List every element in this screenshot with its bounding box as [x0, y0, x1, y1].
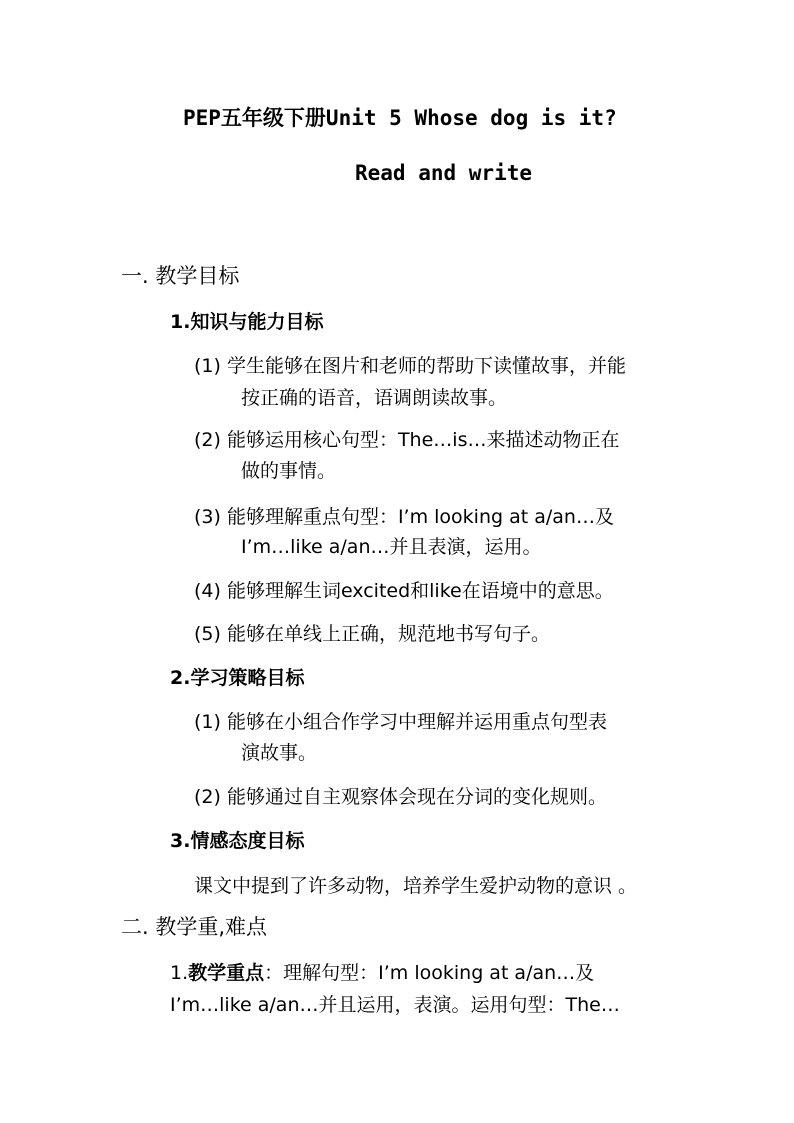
key-point-number: 1.: [170, 962, 189, 984]
objective-item-5: (5) 能够在单线上正确，规范地书写句子。: [194, 623, 550, 645]
objective-item-1-line1: (1) 学生能够在图片和老师的帮助下读懂故事，并能: [194, 355, 626, 377]
key-point-item-1-line2: I’m…like a/an…并且运用，表演。运用句型：The…: [170, 994, 620, 1016]
strategy-item-2: (2) 能够通过自主观察体会现在分词的变化规则。: [194, 786, 607, 808]
subsection-heading-strategy: 2.学习策略目标: [170, 667, 305, 689]
objective-item-2-line1: (2) 能够运用核心句型：The…is…来描述动物正在: [194, 429, 620, 451]
objective-item-1-line2: 按正确的语音，语调朗读故事。: [241, 387, 508, 409]
objective-item-3-line2: I’m…like a/an…并且表演，运用。: [241, 536, 542, 558]
key-point-text: ：理解句型：I’m looking at a/an…及: [264, 962, 595, 984]
document-title: PEP五年级下册Unit 5 Whose dog is it?: [183, 106, 617, 130]
key-point-item-1-line1: [170, 961, 594, 985]
objective-item-3-line1: (3) 能够理解重点句型：I’m looking at a/an…及: [194, 506, 614, 528]
objective-item-4: (4) 能够理解生词excited和like在语境中的意思。: [194, 580, 614, 602]
document-subtitle: Read and write: [355, 161, 533, 185]
objective-item-2-line2: 做的事情。: [241, 460, 337, 482]
subsection-heading-knowledge: 1.知识与能力目标: [170, 311, 324, 333]
subsection-heading-attitude: 3.情感态度目标: [170, 830, 305, 852]
section-heading-objectives: 一. 教学目标: [121, 264, 240, 288]
key-point-label: 教学重点: [188, 962, 265, 984]
strategy-item-1-line2: 演故事。: [241, 742, 318, 764]
strategy-item-1-line1: (1) 能够在小组合作学习中理解并运用重点句型表: [194, 711, 607, 733]
section-heading-key-points: 二. 教学重,难点: [121, 915, 268, 939]
attitude-text: 课文中提到了许多动物，培养学生爱护动物的意识 。: [194, 875, 638, 897]
